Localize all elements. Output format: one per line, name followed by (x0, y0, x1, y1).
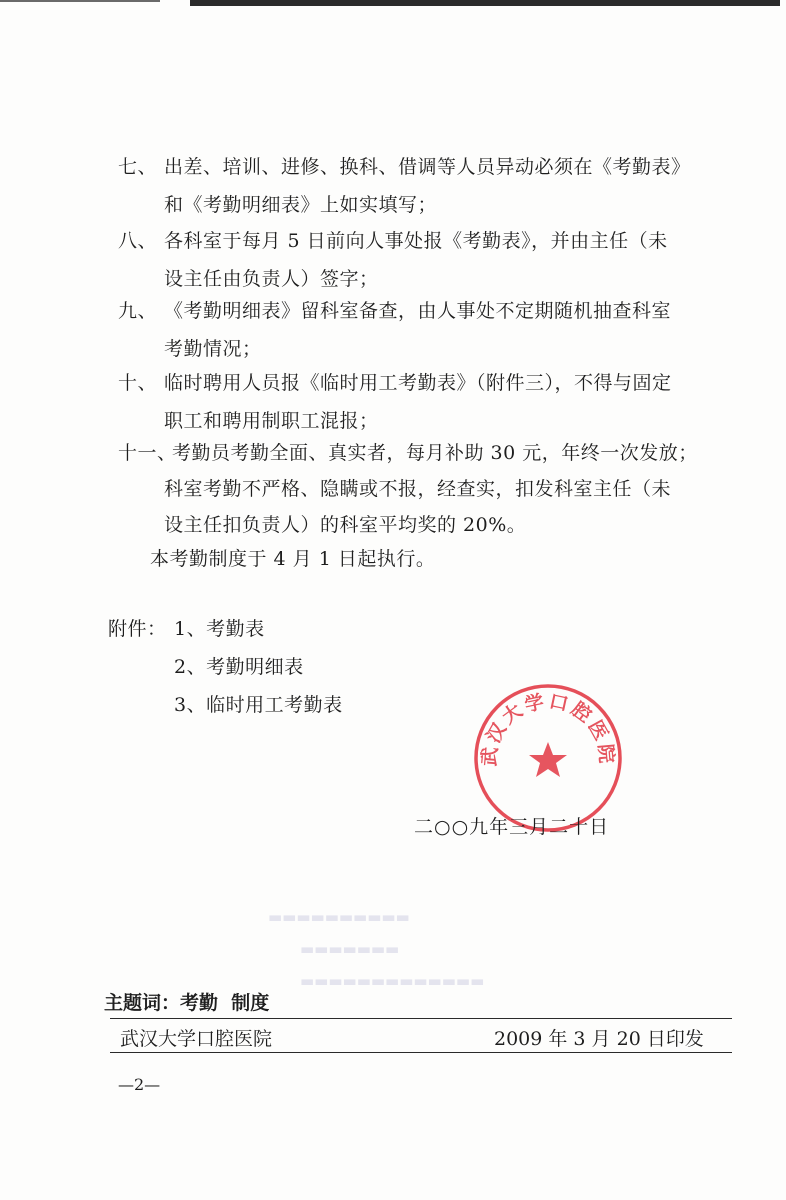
document-date: 二○○九年三月二十日 (414, 816, 610, 838)
bleed-through: ▬▬▬▬▬▬▬ (300, 940, 400, 958)
clause-line: 科室考勤不严格、隐瞒或不报，经查实，扣发科室主任（未 (164, 478, 672, 500)
subject-label: 主题词： (104, 992, 181, 1014)
clause-line: 《考勤明细表》留科室备查，由人事处不定期随机抽查科室 (164, 300, 672, 322)
bleed-through: ▬▬▬▬▬▬▬▬▬▬ (268, 908, 410, 926)
clause-line: 考勤员考勤全面、真实者，每月补助 30 元，年终一次发放； (172, 442, 698, 464)
subject-words (104, 988, 269, 1015)
clause-number: 九、 (118, 300, 158, 322)
clause-line: 设主任由负责人）签字； (164, 268, 379, 290)
clause-number: 十、 (118, 372, 158, 394)
clause-line: 出差、培训、进修、换科、借调等人员异动必须在《考勤表》 (164, 156, 691, 178)
clause-line: 和《考勤明细表》上如实填写； (164, 194, 438, 216)
clause-line: 各科室于每月 5 日前向人事处报《考勤表》，并由主任（未 (164, 230, 668, 252)
subject-terms: 考勤 制度 (180, 992, 270, 1014)
scan-edge-top-left (0, 0, 160, 2)
attachments-label: 附件： (108, 618, 167, 640)
clause-number: 八、 (118, 230, 158, 252)
footer-rule-bottom (110, 1052, 732, 1053)
attachment-item: 1、考勤表 (174, 618, 265, 640)
scan-edge-top (190, 0, 780, 6)
clause-line: 考勤情况； (164, 338, 262, 360)
clause-line: 临时聘用人员报《临时用工考勤表》（附件三），不得与固定 (164, 372, 672, 394)
issue-date: 2009 年 3 月 20 日印发 (494, 1028, 704, 1050)
attachment-item: 2、考勤明细表 (174, 656, 304, 678)
clause-number: 七、 (118, 156, 158, 178)
clause-number: 十一、 (118, 442, 177, 464)
page-number: —2— (118, 1075, 161, 1094)
issuing-organization: 武汉大学口腔医院 (120, 1028, 273, 1050)
seal-text: 武汉大学口腔医院 (478, 690, 618, 768)
footer-rule-top (110, 1018, 732, 1019)
effective-date-statement: 本考勤制度于 4 月 1 日起执行。 (150, 548, 436, 570)
attachment-item: 3、临时用工考勤表 (174, 694, 343, 716)
clause-line: 设主任扣负责人）的科室平均奖的 20%。 (164, 514, 527, 536)
clause-line: 职工和聘用制职工混报； (164, 410, 379, 432)
bleed-through: ▬▬▬▬▬▬▬▬▬▬▬▬▬ (300, 972, 485, 990)
